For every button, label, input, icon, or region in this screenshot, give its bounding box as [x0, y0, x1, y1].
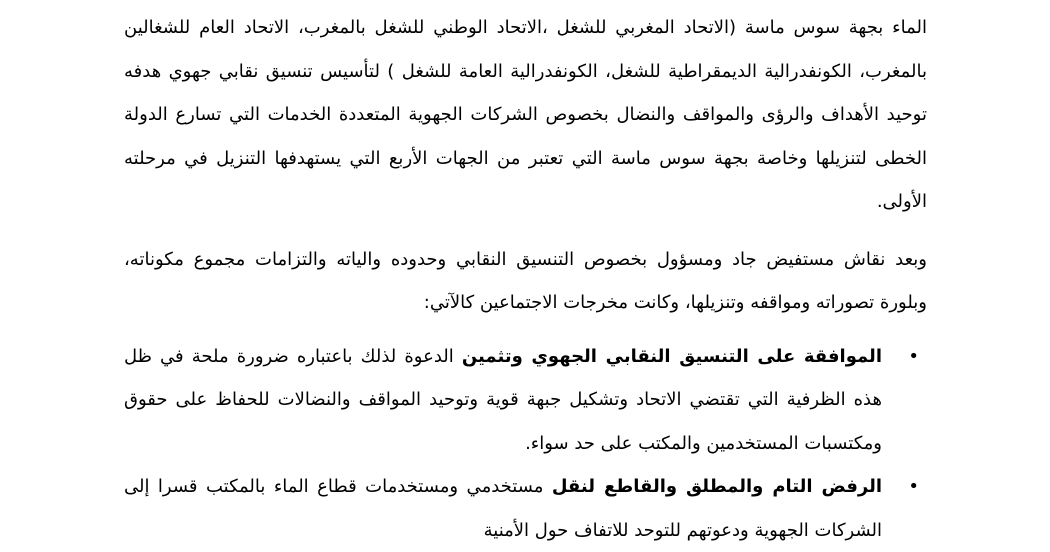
bullet-icon: • — [908, 465, 919, 509]
outcomes-list — [124, 335, 927, 552]
bullet-text: مستخدمي ومستخدمات قطاع الماء بالمكتب قسرا إلى الشركات الجهوية ودعوتهم للتوحد للاتفاف حول الأمنية — [124, 476, 882, 541]
bullet-bold-text: الرفض التام والمطلق والقاطع لنقل — [552, 476, 882, 497]
bullet-bold-text: الموافقة على التنسيق النقابي الجهوي وتثمين — [462, 346, 882, 367]
list-item — [124, 335, 927, 466]
document-body — [124, 6, 927, 552]
bullet-text: الدعوة لذلك باعتباره ضرورة ملحة في ظل هذه الظرفية التي تقتضي الاتحاد وتشكيل جبهة قوية وتوحيد المواقف والنضالات للحفاظ على حقوق ومكتسبات المستخدمين والمكتب على حد سواء. — [124, 346, 882, 454]
list-item — [124, 465, 927, 552]
paragraph-intro: الماء بجهة سوس ماسة (الاتحاد المغربي للشغل ،الاتحاد الوطني للشغل بالمغرب، الاتحاد العام للشغالين بالمغرب، الكونفدرالية الديمقراطية للشغل، الكونفدرالية العامة للشغل ) لتأسيس تنسيق نقابي جهوي هدفه توحيد الأهداف والرؤى والمواقف والنضال بخصوص الشركات الجهوية المتعددة الخدمات التي تسارع الدولة الخطى لتنزيلها وخاصة بجهة سوس ماسة التي تعتبر من الجهات الأربع التي يستهدفها التنزيل في مرحلته الأولى. — [124, 6, 927, 224]
bullet-icon: • — [908, 335, 919, 379]
paragraph-discussion: وبعد نقاش مستفيض جاد ومسؤول بخصوص التنسيق النقابي وحدوده والياته والتزامات مجموع مكوناته، وبلورة تصوراته ومواقفه وتنزيلها، وكانت مخرجات الاجتماعين كالآتي: — [124, 238, 927, 325]
